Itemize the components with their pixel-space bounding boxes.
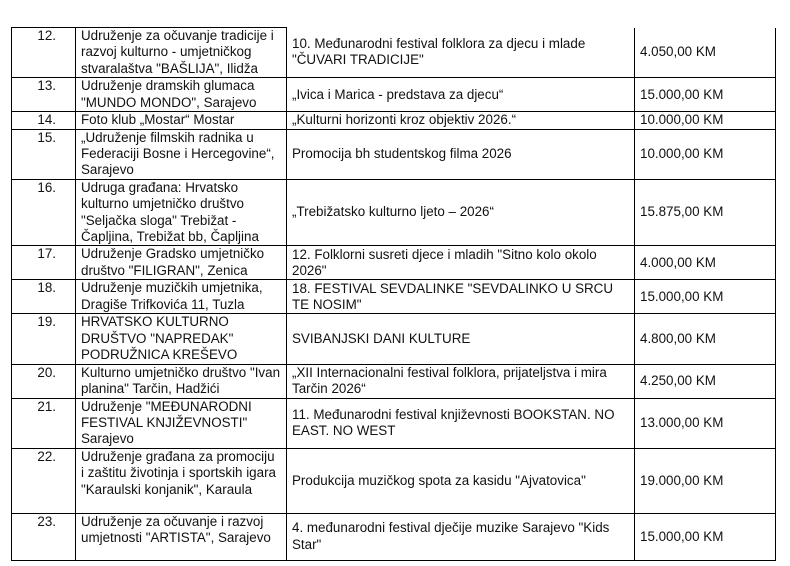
amount-cell: 4.000,00 KM (635, 246, 776, 280)
program-cell: „XII Internacionalni festival folklora, prijateljstva i mira Tarčin 2026“ (287, 364, 635, 398)
row-number: 20. (12, 364, 76, 398)
program-cell: 4. međunarodni festival dječije muzike Sarajevo "Kids Star" (287, 513, 635, 560)
row-number: 16. (12, 179, 76, 246)
organization-cell: Udruženje "MEĐUNARODNI FESTIVAL KNJIŽEVNOSTI" Sarajevo (76, 398, 287, 448)
amount-cell: 15.000,00 KM (635, 280, 776, 314)
amount-cell: 10.000,00 KM (635, 129, 776, 179)
amount-cell: 15.000,00 KM (635, 78, 776, 112)
program-cell: 11. Međunarodni festival književnosti BOOKSTAN. NO EAST. NO WEST (287, 398, 635, 448)
organization-cell: Udruženje Gradsko umjetničko društvo "FILIGRAN", Zenica (76, 246, 287, 280)
organization-cell: „Udruženje filmskih radnika u Federaciji Bosne i Hercegovine“, Sarajevo (76, 129, 287, 179)
row-number: 19. (12, 314, 76, 364)
row-number: 14. (12, 112, 76, 129)
organization-cell: Kulturno umjetničko društvo "Ivan planina" Tarčin, Hadžići (76, 364, 287, 398)
table-row (12, 398, 776, 448)
table-row (12, 448, 776, 513)
organization-cell: Udruženje za očuvanje i razvoj umjetnosti "ARTISTA", Sarajevo (76, 513, 287, 560)
organization-cell: Udruga građana: Hrvatsko kulturno umjetničko društvo "Seljačka sloga" Trebižat - Čapljina, Trebižat bb, Čapljina (76, 179, 287, 246)
program-cell: „Kulturni horizonti kroz objektiv 2026.“ (287, 112, 635, 129)
row-number: 17. (12, 246, 76, 280)
program-cell: SVIBANJSKI DANI KULTURE (287, 314, 635, 364)
amount-cell: 13.000,00 KM (635, 398, 776, 448)
table-row (12, 314, 776, 364)
amount-cell: 4.050,00 KM (635, 28, 776, 78)
table-row (12, 280, 776, 314)
grants-table (11, 27, 776, 561)
row-number: 15. (12, 129, 76, 179)
organization-cell: Udruženje muzičkih umjetnika, Dragiše Trifkovića 11, Tuzla (76, 280, 287, 314)
program-cell: Promocija bh studentskog filma 2026 (287, 129, 635, 179)
amount-cell: 4.800,00 KM (635, 314, 776, 364)
amount-cell: 19.000,00 KM (635, 448, 776, 513)
organization-cell: Udruženje dramskih glumaca "MUNDO MONDO", Sarajevo (76, 78, 287, 112)
amount-cell: 15.875,00 KM (635, 179, 776, 246)
table-row (12, 78, 776, 112)
table-row (12, 513, 776, 560)
row-number: 21. (12, 398, 76, 448)
organization-cell: HRVATSKO KULTURNO DRUŠTVO "NAPREDAK" PODRUŽNICA KREŠEVO (76, 314, 287, 364)
row-number: 12. (12, 28, 76, 78)
row-number: 23. (12, 513, 76, 560)
program-cell: 18. FESTIVAL SEVDALINKE "SEVDALINKO U SRCU TE NOSIM" (287, 280, 635, 314)
amount-cell: 4.250,00 KM (635, 364, 776, 398)
row-number: 22. (12, 448, 76, 513)
program-cell: 10. Međunarodni festival folklora za djecu i mlade "ČUVARI TRADICIJE" (287, 28, 635, 78)
program-cell: „Trebižatsko kulturno ljeto – 2026“ (287, 179, 635, 246)
program-cell: Produkcija muzičkog spota za kasidu "Ajvatovica" (287, 448, 635, 513)
row-number: 13. (12, 78, 76, 112)
table-row (12, 28, 776, 78)
table-row (12, 246, 776, 280)
table-row (12, 112, 776, 129)
amount-cell: 15.000,00 KM (635, 513, 776, 560)
organization-cell: Udruženje građana za promociju i zaštitu životinja i sportskih igara "Karaulski konjanik", Karaula (76, 448, 287, 513)
table-row (12, 364, 776, 398)
organization-cell: Udruženje za očuvanje tradicije i razvoj kulturno - umjetničkog stvaralaštva "BAŠLIJA", Ilidža (76, 28, 287, 78)
program-cell: „Ivica i Marica - predstava za djecu“ (287, 78, 635, 112)
row-number: 18. (12, 280, 76, 314)
program-cell: 12. Folklorni susreti djece i mladih "Sitno kolo okolo 2026" (287, 246, 635, 280)
table-row (12, 179, 776, 246)
organization-cell: Foto klub „Mostar“ Mostar (76, 112, 287, 129)
table-row (12, 129, 776, 179)
amount-cell: 10.000,00 KM (635, 112, 776, 129)
